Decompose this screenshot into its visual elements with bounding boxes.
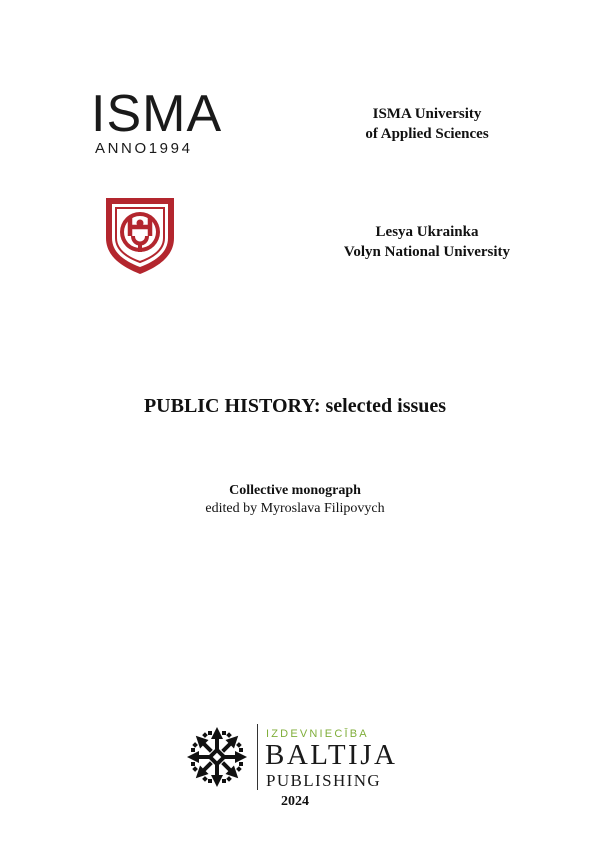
book-editor: edited by Myroslava Filipovych — [205, 501, 385, 516]
ornamental-star-icon — [186, 726, 248, 788]
institution-isma — [277, 104, 577, 144]
publisher-label-bottom: PUBLISHING — [266, 771, 382, 790]
institution-isma-line1: ISMA University — [372, 106, 482, 122]
book-title: PUBLIC HISTORY: selected issues — [143, 395, 447, 417]
institution-vnu-line1: Lesya Ukrainka — [375, 224, 479, 240]
publication-year: 2024 — [281, 794, 309, 809]
publisher-label-top: IZDEVNIECĪBA — [266, 728, 369, 740]
publisher-label-main: BALTIJA — [265, 739, 398, 771]
institution-vnu-line2: Volyn National University — [343, 244, 511, 260]
university-crest-icon — [103, 194, 177, 276]
isma-logo-tagline: ANNO1994 — [95, 140, 193, 157]
publisher-divider — [257, 724, 258, 790]
isma-logo-word: ISMA — [91, 85, 223, 143]
institution-vnu — [277, 222, 577, 262]
book-type: Collective monograph — [229, 483, 361, 498]
institution-isma-line2: of Applied Sciences — [365, 126, 489, 142]
